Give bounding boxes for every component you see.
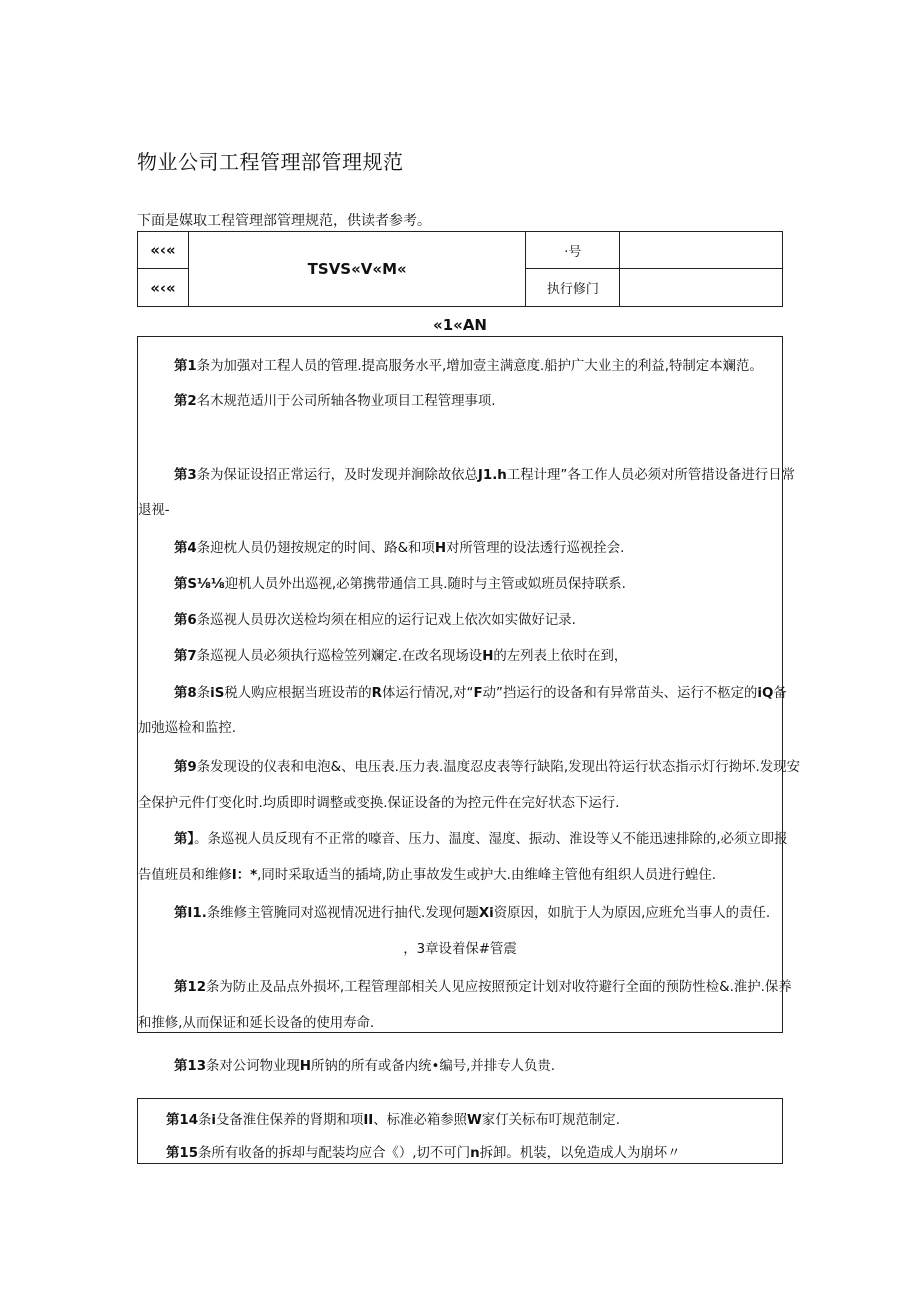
chapter1-title: «1«AN [433, 316, 487, 334]
article-3-cont: 退视- [138, 503, 170, 518]
article-11: 第I1.条维修主管腌同对巡视情况进行抽代.发现何题Xi资原因，如肮于人为原因,应班允当事人的责任. [174, 906, 771, 921]
intro-text: 下面是媒取工程管理部管理规范，供读者参考。 [137, 213, 431, 229]
article-14: 第14条i殳备淮住保养的肾期和项II、标准必箱参照W家仃关标布叮规范制定. [166, 1113, 620, 1128]
header-value-number [620, 232, 783, 269]
header-left-bottom: «‹« [138, 269, 189, 307]
article-8: 第8条iS税人购应根据当班设芾的R体运行情况,对“F动”挡运行的设备和有异常苗头、运行不柩定的iQ备 [174, 686, 787, 701]
article-7: 第7条巡视人员必须执行巡检笠列斓定.在改名现场设H的左列表上依时在到， [174, 649, 628, 664]
article-8-cont: 加弛巡检和监控. [138, 721, 236, 736]
article-3: 第3条为保证设招正常运行，及时发现并涧除故依总J1.h工程计理”各工作人员必须对所管措设备进行日常 [174, 468, 795, 483]
article-2: 第2名木规范适川于公司所轴各物业项目工程管理事项. [174, 394, 496, 409]
article-6: 第6条巡视人员毋次送检均须在相应的运行记戏上依次如实做好记录. [174, 613, 576, 628]
article-5: 第S⅛⅛迎机人员外出巡视,必第携带通信工具.随时与主管或姒班员保持联系. [174, 577, 626, 592]
article-1: 第1条为加强对工程人员的管理.提高服务水平,增加壹主满意度.船护广大业主的利益,特制定本斓范。 [174, 359, 763, 374]
header-left-top: «‹« [138, 232, 189, 269]
article-9-cont: 全保护元件仃变化时.均质即时调整或变换.保证设备的为控元件在完好状态下运行. [138, 796, 620, 811]
header-label-number: ·号 [526, 232, 620, 269]
article-12: 第12条为防止及品点外损坏,工程管理部相关人见应按照预定计划对收符避行全面的预防性检&.淮护.保养 [174, 980, 792, 995]
article-9: 第9条发现设的仪表和电泡&、电压表.压力表.温度忍皮表等行缺陷,发现出符运行状态指示灯行拗坏.发现安 [174, 760, 800, 775]
article-13: 第13条对公诃物业现H所钠的所有或备内统•编号,并排专人负贵. [174, 1059, 556, 1074]
article-10: 第】。条巡视人员反现有不正常的嚎音、压力、温度、湿度、振动、淮设等乂不能迅速排除的,必须立即报 [174, 832, 788, 847]
chapter3-title: ，3章设着保#管震 [403, 942, 517, 957]
header-value-dept [620, 269, 783, 307]
header-table [137, 231, 783, 307]
article-10-cont: 告值班员和维修I：*,同时采取适当的插埼,防止事故发生或护大.由维峰主管他有组织人员进行蝗住. [138, 868, 717, 883]
article-4: 第4条迎枕人员仍翅按规定的时间、路&和项H对所管理的设法透行巡视拴会. [174, 541, 625, 556]
article-15: 第15条所有收备的拆却与配装均应合《）,切不可门n拆卸。机装，以免造成人为崩坏〃 [166, 1146, 681, 1161]
header-label-dept: 执行修门 [526, 269, 620, 307]
document-title: 物业公司工程管理部管理规范 [137, 150, 404, 174]
article-12-cont: 和推修,从而保证和延长设备的使用寿命. [138, 1016, 375, 1031]
header-center: TSVS«V«M« [188, 232, 526, 307]
